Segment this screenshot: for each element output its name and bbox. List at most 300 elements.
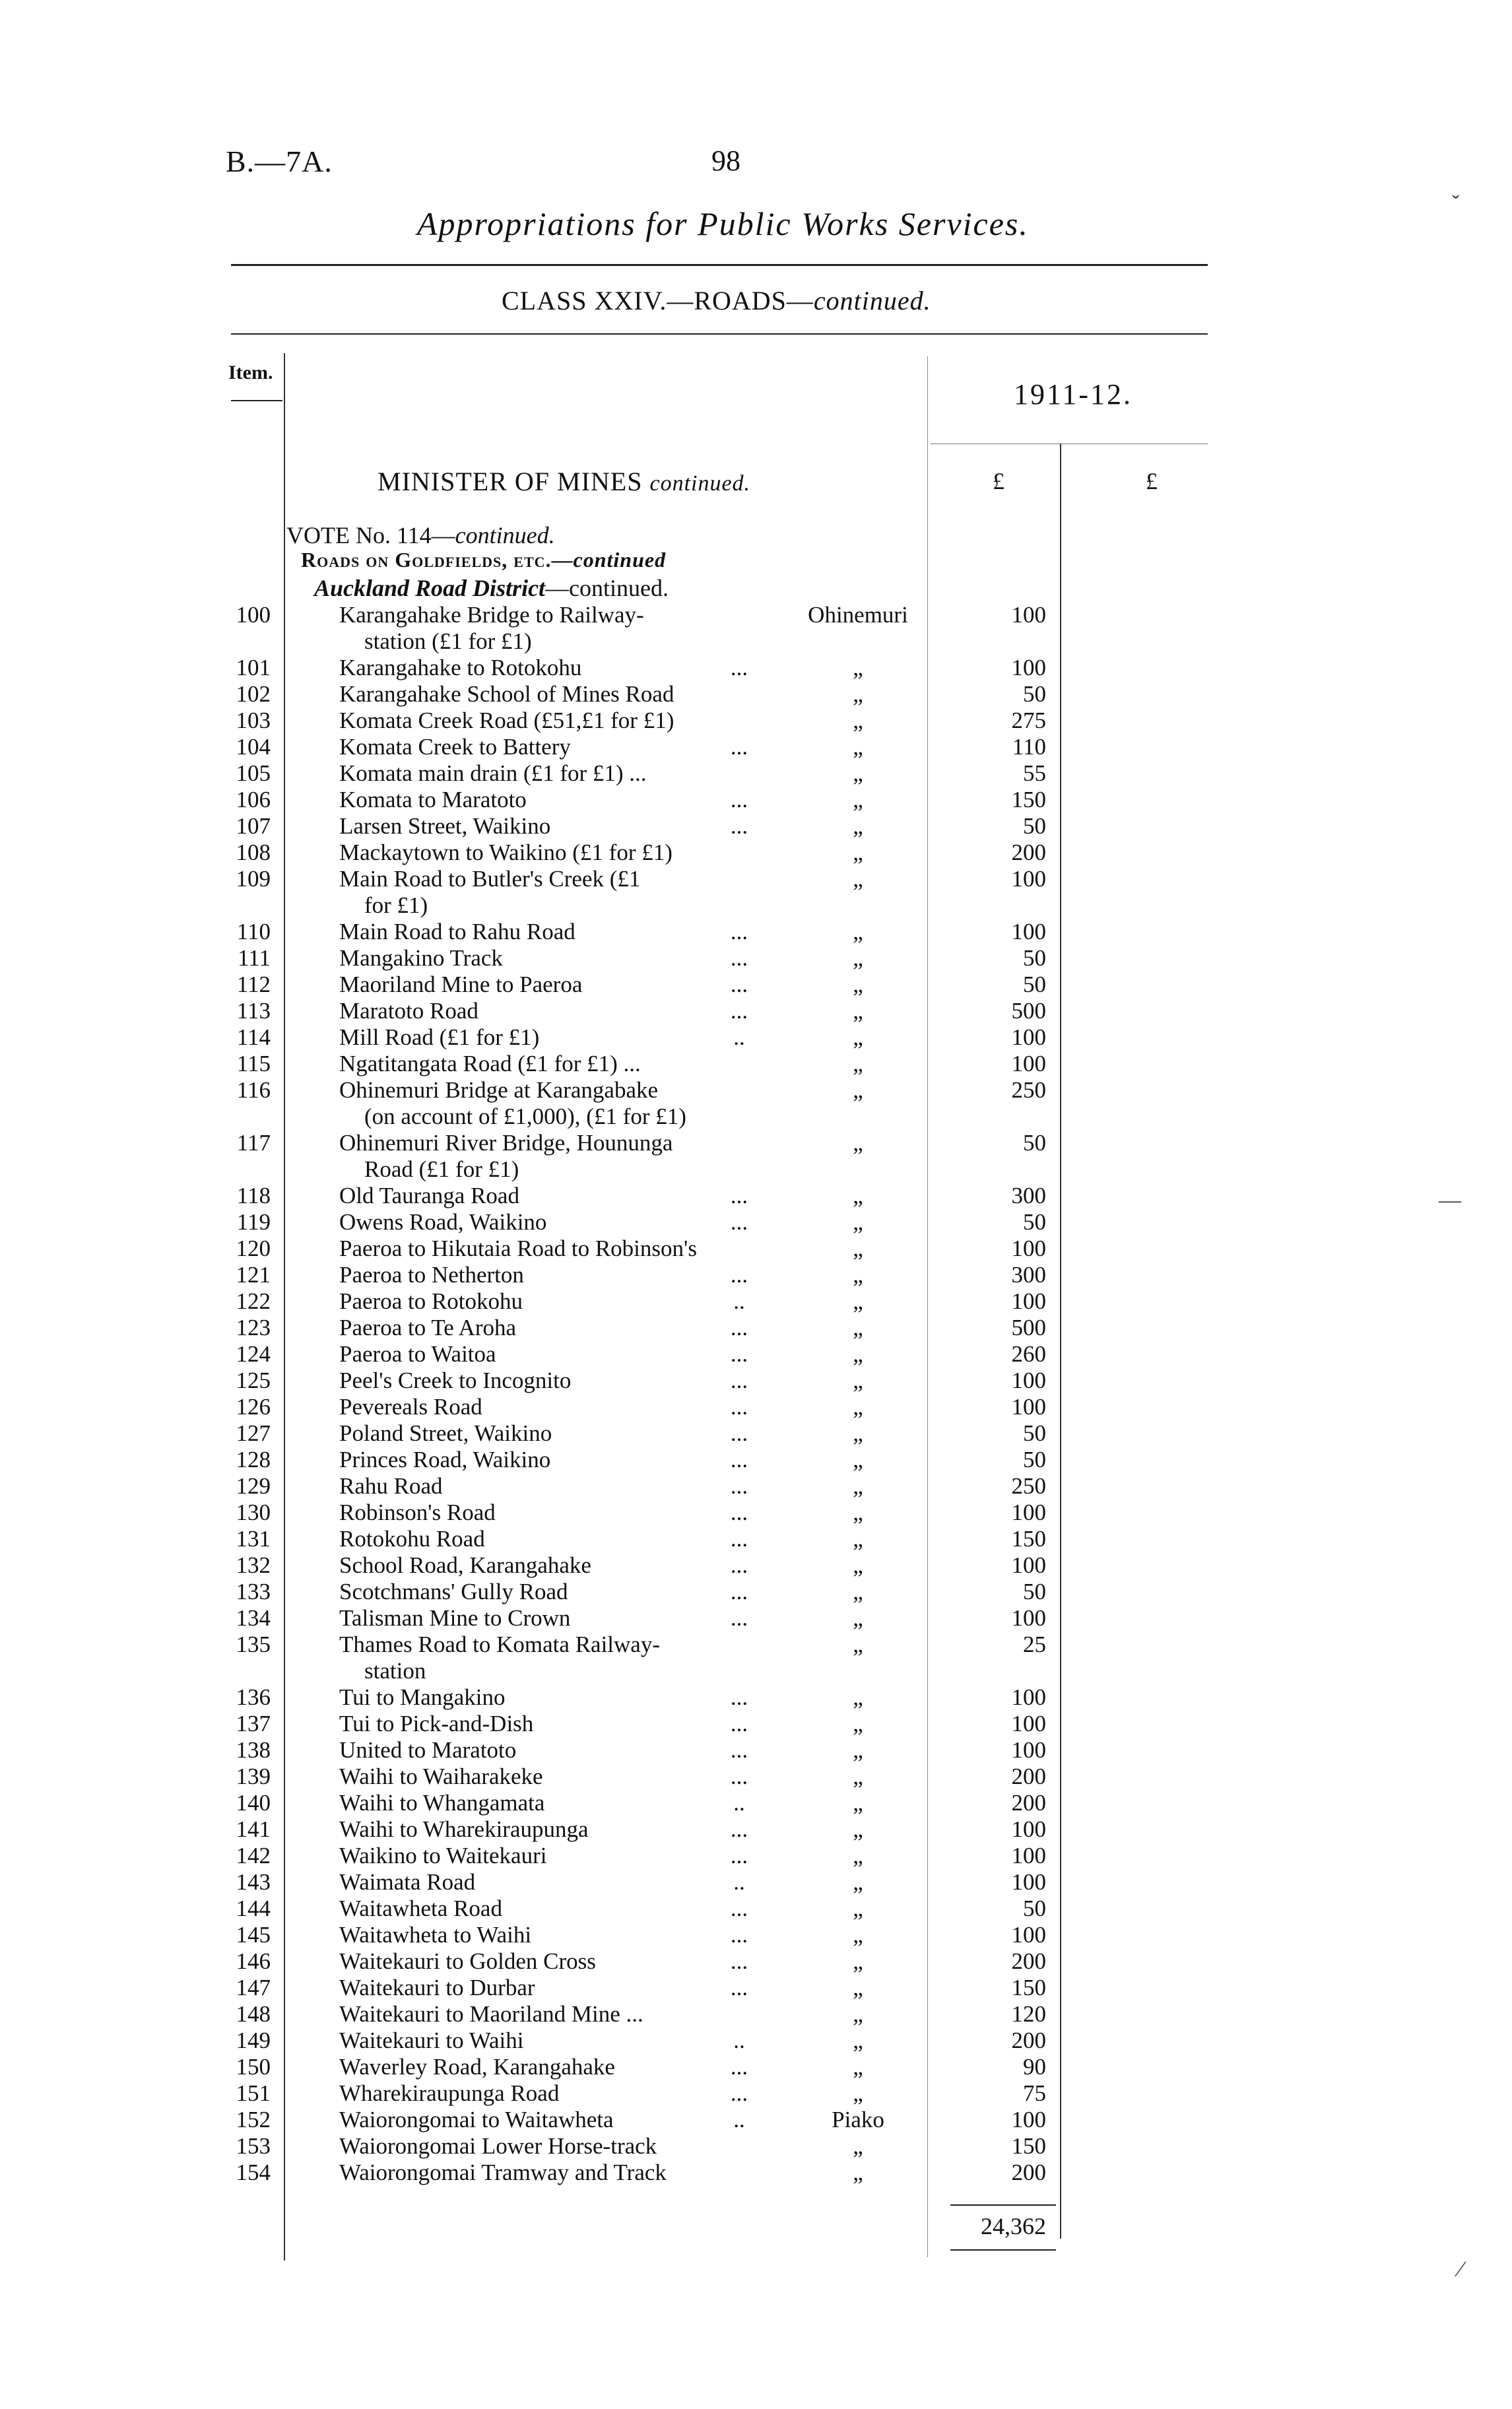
district-name: „: [853, 655, 863, 680]
amount: 90: [1023, 2054, 1046, 2080]
amount: 100: [1011, 1024, 1046, 1050]
district-name: Piako: [832, 2107, 884, 2132]
table-row: [0, 1130, 1512, 1182]
leader-dots: ...: [730, 945, 748, 971]
district-name: „: [853, 1447, 863, 1472]
leader-dots: ...: [730, 1183, 748, 1208]
table-row: [0, 972, 1512, 998]
item-description: Main Road to Rahu Road: [339, 919, 575, 944]
item-description: Karangahake Bridge to Railway-: [339, 602, 644, 628]
item-description: Rotokohu Road: [339, 1526, 485, 1552]
amount: 75: [1023, 2080, 1046, 2106]
district-name: „: [853, 1024, 863, 1050]
table-row: [0, 1843, 1512, 1869]
district-name: „: [853, 1500, 863, 1525]
item-description: Maratoto Road: [339, 998, 478, 1024]
item-number: 101: [236, 655, 271, 680]
minister-heading: MINISTER OF MINES continued.: [378, 467, 751, 496]
item-description: Scotchmans' Gully Road: [339, 1579, 568, 1604]
amount: 50: [1023, 1130, 1046, 1156]
amount: 100: [1011, 1869, 1046, 1895]
district-name: „: [853, 2028, 863, 2053]
item-number: 113: [236, 998, 271, 1024]
district-name: „: [853, 1209, 863, 1235]
amount: 50: [1023, 813, 1046, 839]
item-description: Waimata Road: [339, 1869, 476, 1895]
table-row: [0, 1447, 1512, 1473]
amount: 100: [1011, 919, 1046, 944]
roads-heading: Roads on Goldfields, etc.—continued: [301, 548, 667, 572]
total-underline: [950, 2249, 1056, 2251]
table-row: [0, 1077, 1512, 1129]
district-name: „: [853, 972, 863, 997]
item-description: Waihi to Wharekiraupunga: [339, 1816, 589, 1842]
district-name: „: [853, 1632, 863, 1657]
amount: 50: [1023, 972, 1046, 997]
item-description-continued: station (£1 for £1): [364, 628, 532, 654]
item-number: 112: [236, 972, 271, 997]
table-row: [0, 1288, 1512, 1315]
table-row: [0, 655, 1512, 681]
amount: 200: [1011, 1764, 1046, 1789]
table-row: [0, 840, 1512, 866]
item-number: 136: [236, 1684, 271, 1710]
district-name: „: [853, 1605, 863, 1631]
table-row: [0, 1869, 1512, 1896]
page-heading: Appropriations for Public Works Services.: [417, 205, 1029, 242]
item-description: Waiorongomai Lower Horse-track: [339, 2133, 657, 2159]
district-name: „: [853, 734, 863, 760]
table-row: [0, 2001, 1512, 2028]
table-row: [0, 1552, 1512, 1579]
item-number: 108: [236, 840, 271, 865]
item-description: Tui to Pick-and-Dish: [339, 1711, 534, 1736]
amount: 150: [1011, 787, 1046, 812]
item-number: 152: [236, 2107, 271, 2132]
table-row: [0, 708, 1512, 734]
table-row: [0, 1896, 1512, 1922]
item-description: Mill Road (£1 for £1): [339, 1024, 540, 1050]
item-number: 122: [236, 1288, 271, 1314]
district-name: „: [853, 1922, 863, 1948]
item-description: Waitawheta to Waihi: [339, 1922, 532, 1948]
table-row: [0, 2028, 1512, 2054]
leader-dots: ...: [730, 655, 748, 680]
leader-dots: ...: [730, 1896, 748, 1921]
leader-dots: ...: [730, 1394, 748, 1420]
district-name: „: [853, 1684, 863, 1710]
district-name: „: [853, 1394, 863, 1420]
leader-dots: ..: [733, 1024, 745, 1050]
amount: 150: [1011, 1975, 1046, 2000]
leader-dots: ...: [730, 1526, 748, 1552]
table-row: [0, 1236, 1512, 1262]
item-description: Komata main drain (£1 for £1) ...: [339, 760, 647, 786]
district-name: „: [853, 681, 863, 707]
table-row: [0, 1922, 1512, 1948]
leader-dots: ...: [730, 1420, 748, 1446]
item-description-continued: Road (£1 for £1): [364, 1156, 519, 1182]
item-number: 144: [236, 1896, 271, 1921]
leader-dots: ..: [733, 2107, 745, 2132]
item-number: 102: [236, 681, 271, 707]
table-row: [0, 1394, 1512, 1420]
item-description: Larsen Street, Waikino: [339, 813, 551, 839]
leader-dots: ...: [730, 813, 748, 839]
item-description: Wharekiraupunga Road: [339, 2080, 560, 2106]
item-number: 142: [236, 1843, 271, 1868]
item-number: 119: [236, 1209, 271, 1235]
item-description: Paeroa to Rotokohu: [339, 1288, 523, 1314]
table-row: [0, 1341, 1512, 1368]
item-description: Waihi to Whangamata: [339, 1790, 545, 1816]
item-description: Komata to Maratoto: [339, 787, 527, 812]
district-name: „: [853, 1843, 863, 1868]
district-name: „: [853, 1816, 863, 1842]
amount: 25: [1023, 1632, 1046, 1657]
district-name: „: [853, 708, 863, 733]
item-number: 127: [236, 1420, 271, 1446]
table-row: [0, 1605, 1512, 1632]
item-number: 138: [236, 1737, 271, 1763]
item-number: 150: [236, 2054, 271, 2080]
leader-dots: ...: [730, 1948, 748, 1974]
table-row: [0, 1473, 1512, 1500]
district-name: „: [853, 1896, 863, 1921]
amount: 500: [1011, 1315, 1046, 1340]
amount: 300: [1011, 1183, 1046, 1208]
district-name: „: [853, 1948, 863, 1974]
item-header-underline: [231, 400, 282, 401]
item-description: Princes Road, Waikino: [339, 1447, 551, 1472]
district-name: „: [853, 2080, 863, 2106]
leader-dots: ...: [730, 2080, 748, 2106]
table-row: [0, 919, 1512, 945]
district-name: „: [853, 1288, 863, 1314]
item-number: 139: [236, 1764, 271, 1789]
amount: 120: [1011, 2001, 1046, 2027]
document-code: B.—7A.: [226, 145, 333, 178]
item-number: 153: [236, 2133, 271, 2159]
item-number: 104: [236, 734, 271, 760]
table-row: [0, 1526, 1512, 1552]
item-description-continued: station: [364, 1658, 426, 1684]
table-row: [0, 945, 1512, 972]
leader-dots: ...: [730, 1975, 748, 2000]
amount: 100: [1011, 1711, 1046, 1736]
district-name: „: [853, 1764, 863, 1789]
item-number: 148: [236, 2001, 271, 2027]
item-description: Waiorongomai to Waitawheta: [339, 2107, 614, 2132]
item-description: Paeroa to Netherton: [339, 1262, 524, 1288]
district-name: „: [853, 1473, 863, 1499]
item-number: 123: [236, 1315, 271, 1340]
district-name: „: [853, 840, 863, 865]
amount: 100: [1011, 1288, 1046, 1314]
leader-dots: ...: [730, 1684, 748, 1710]
amount: 100: [1011, 1843, 1046, 1868]
item-number: 100: [236, 602, 271, 628]
table-row: [0, 1315, 1512, 1341]
district-name: „: [853, 1368, 863, 1393]
leader-dots: ...: [730, 1843, 748, 1868]
table-row: [0, 1051, 1512, 1077]
table-row: [0, 1975, 1512, 2001]
table-top-rule: [231, 333, 1208, 335]
item-description: United to Maratoto: [339, 1737, 517, 1763]
table-row: [0, 2133, 1512, 2160]
item-number: 129: [236, 1473, 271, 1499]
amount: 100: [1011, 1500, 1046, 1525]
table-row: [0, 866, 1512, 918]
district-name: „: [853, 945, 863, 971]
leader-dots: ...: [730, 1552, 748, 1578]
district-name: „: [853, 1711, 863, 1736]
item-description: Karangahake School of Mines Road: [339, 681, 674, 707]
item-description: Rahu Road: [339, 1473, 443, 1499]
amount: 200: [1011, 2160, 1046, 2185]
amount: 100: [1011, 866, 1046, 892]
item-description: Tui to Mangakino: [339, 1684, 506, 1710]
vote-heading: VOTE No. 114—continued.: [286, 522, 555, 548]
item-number: 147: [236, 1975, 271, 2000]
leader-dots: ...: [730, 1605, 748, 1631]
item-description: Ohinemuri Bridge at Karangabake: [339, 1077, 659, 1103]
leader-dots: ...: [730, 972, 748, 997]
amount: 50: [1023, 945, 1046, 971]
item-number: 135: [236, 1632, 271, 1657]
amount: 100: [1011, 655, 1046, 680]
amount: 100: [1011, 1605, 1046, 1631]
item-description: Waitekauri to Maoriland Mine ...: [339, 2001, 643, 2027]
amount: 200: [1011, 1790, 1046, 1816]
district-name: „: [853, 1236, 863, 1261]
leader-dots: ...: [730, 1711, 748, 1736]
amount: 100: [1011, 1051, 1046, 1076]
item-description: Talisman Mine to Crown: [339, 1605, 571, 1631]
leader-dots: ...: [730, 1500, 748, 1525]
total-amount: 24,362: [981, 2213, 1046, 2239]
table-row: [0, 1579, 1512, 1605]
item-number: 134: [236, 1605, 271, 1631]
item-description: Owens Road, Waikino: [339, 1209, 547, 1235]
table-row: [0, 681, 1512, 708]
leader-dots: ...: [730, 1764, 748, 1789]
item-number: 106: [236, 787, 271, 812]
item-number: 118: [236, 1183, 271, 1208]
table-row: [0, 602, 1512, 654]
leader-dots: ...: [730, 734, 748, 760]
district-name: „: [853, 1262, 863, 1288]
item-description-continued: for £1): [364, 892, 428, 918]
amount: 100: [1011, 1922, 1046, 1948]
district-name: „: [853, 760, 863, 786]
table-row: [0, 2107, 1512, 2133]
item-column-header: Item.: [228, 362, 273, 383]
item-description: Mangakino Track: [339, 945, 503, 971]
leader-dots: ...: [730, 1816, 748, 1842]
table-row: [0, 1262, 1512, 1288]
table-row: [0, 1209, 1512, 1236]
table-row: [0, 1948, 1512, 1975]
item-description: Karangahake to Rotokohu: [339, 655, 582, 680]
table-row: [0, 1183, 1512, 1209]
currency-symbol: £: [1146, 468, 1158, 494]
table-row: [0, 1420, 1512, 1447]
district-name: „: [853, 813, 863, 839]
district-name: „: [853, 1869, 863, 1895]
item-description: Waikino to Waitekauri: [339, 1843, 547, 1868]
amount: 100: [1011, 1236, 1046, 1261]
district-name: „: [853, 1579, 863, 1604]
leader-dots: ...: [730, 1447, 748, 1472]
item-number: 154: [236, 2160, 271, 2185]
leader-dots: ...: [730, 1922, 748, 1948]
table-row: [0, 1816, 1512, 1843]
item-number: 149: [236, 2028, 271, 2053]
item-description: Thames Road to Komata Railway-: [339, 1632, 660, 1657]
district-name: „: [853, 919, 863, 944]
margin-mark: —: [1439, 1188, 1461, 1212]
item-description: Maoriland Mine to Paeroa: [339, 972, 583, 997]
item-description: Pevereals Road: [339, 1394, 482, 1420]
leader-dots: ..: [733, 2028, 745, 2053]
district-name: „: [853, 787, 863, 812]
item-description: Komata Creek to Battery: [339, 734, 571, 760]
amount: 250: [1011, 1473, 1046, 1499]
item-description-continued: (on account of £1,000), (£1 for £1): [364, 1104, 686, 1129]
item-description: Waverley Road, Karangahake: [339, 2054, 615, 2080]
district-name: „: [853, 998, 863, 1024]
amount: 300: [1011, 1262, 1046, 1288]
class-heading: CLASS XXIV.—ROADS—continued.: [502, 286, 931, 315]
district-name: „: [853, 1737, 863, 1763]
item-description: Paeroa to Hikutaia Road to Robinson's: [339, 1236, 697, 1261]
amount: 55: [1023, 760, 1046, 786]
item-number: 128: [236, 1447, 271, 1472]
leader-dots: ...: [730, 1368, 748, 1393]
district-name: Ohinemuri: [808, 602, 908, 628]
leader-dots: ...: [730, 787, 748, 812]
item-number: 105: [236, 760, 271, 786]
leader-dots: ...: [730, 2054, 748, 2080]
leader-dots: ...: [730, 919, 748, 944]
district-name: „: [853, 1341, 863, 1367]
table-row: [0, 1790, 1512, 1816]
amount: 100: [1011, 1816, 1046, 1842]
currency-symbol: £: [993, 468, 1004, 494]
item-number: 110: [236, 919, 271, 944]
item-number: 107: [236, 813, 271, 839]
district-name: „: [853, 1526, 863, 1552]
item-number: 103: [236, 708, 271, 733]
amount: 500: [1011, 998, 1046, 1024]
amount: 250: [1011, 1077, 1046, 1103]
item-description: Mackaytown to Waikino (£1 for £1): [339, 840, 673, 865]
amount: 200: [1011, 840, 1046, 865]
item-description: Poland Street, Waikino: [339, 1420, 552, 1446]
margin-mark: ⁄: [1459, 2257, 1463, 2282]
district-name: „: [853, 2160, 863, 2185]
item-description: Robinson's Road: [339, 1500, 496, 1525]
margin-mark: ˇ: [1452, 191, 1460, 216]
item-number: 130: [236, 1500, 271, 1525]
item-description: Ohinemuri River Bridge, Hoununga: [339, 1130, 673, 1156]
table-row: [0, 1764, 1512, 1790]
leader-dots: ..: [733, 1288, 745, 1314]
table-row: [0, 1684, 1512, 1711]
item-description: Komata Creek Road (£51,£1 for £1): [339, 708, 674, 733]
item-description: Waihi to Waiharakeke: [339, 1764, 543, 1789]
item-description: School Road, Karangahake: [339, 1552, 591, 1578]
district-name: „: [853, 1130, 863, 1156]
amount: 275: [1011, 708, 1046, 733]
item-number: 117: [236, 1130, 271, 1156]
district-name: „: [853, 2001, 863, 2027]
item-number: 109: [236, 866, 271, 892]
amount: 50: [1023, 1447, 1046, 1472]
item-number: 145: [236, 1922, 271, 1948]
leader-dots: ...: [730, 1341, 748, 1367]
district-name: „: [853, 2054, 863, 2080]
table-row: [0, 1711, 1512, 1737]
table-row: [0, 813, 1512, 840]
leader-dots: ...: [730, 998, 748, 1024]
table-row: [0, 734, 1512, 760]
table-row: [0, 1024, 1512, 1051]
item-number: 125: [236, 1368, 271, 1393]
amount: 100: [1011, 602, 1046, 628]
item-number: 120: [236, 1236, 271, 1261]
item-number: 121: [236, 1262, 271, 1288]
item-number: 126: [236, 1394, 271, 1420]
amount: 110: [1012, 734, 1046, 760]
leader-dots: ...: [730, 1737, 748, 1763]
amount: 100: [1011, 1394, 1046, 1420]
leader-dots: ...: [730, 1473, 748, 1499]
amount: 100: [1011, 2107, 1046, 2132]
district-name: „: [853, 1315, 863, 1340]
item-number: 111: [238, 945, 271, 971]
district-name: „: [853, 1183, 863, 1208]
total-rule: [950, 2204, 1056, 2206]
table-row: [0, 2160, 1512, 2186]
item-description: Peel's Creek to Incognito: [339, 1368, 572, 1393]
item-number: 131: [236, 1526, 271, 1552]
amount: 150: [1011, 1526, 1046, 1552]
item-description: Waitekauri to Durbar: [339, 1975, 535, 2000]
heading-rule: [231, 264, 1208, 266]
amount: 100: [1011, 1737, 1046, 1763]
district-name: „: [853, 1552, 863, 1578]
leader-dots: ...: [730, 1315, 748, 1340]
table-row: [0, 787, 1512, 813]
district-name: „: [853, 1975, 863, 2000]
item-description: Waitawheta Road: [339, 1896, 502, 1921]
district-name: „: [853, 866, 863, 892]
amount: 260: [1011, 1341, 1046, 1367]
amount: 100: [1011, 1552, 1046, 1578]
amount: 150: [1011, 2133, 1046, 2159]
item-description: Waitekauri to Golden Cross: [339, 1948, 596, 1974]
item-number: 146: [236, 1948, 271, 1974]
item-number: 116: [236, 1077, 271, 1103]
amount: 50: [1023, 681, 1046, 707]
item-number: 114: [236, 1024, 271, 1050]
district-name: „: [853, 1077, 863, 1103]
year-column-header: 1911-12.: [1014, 378, 1133, 411]
item-number: 137: [236, 1711, 271, 1736]
